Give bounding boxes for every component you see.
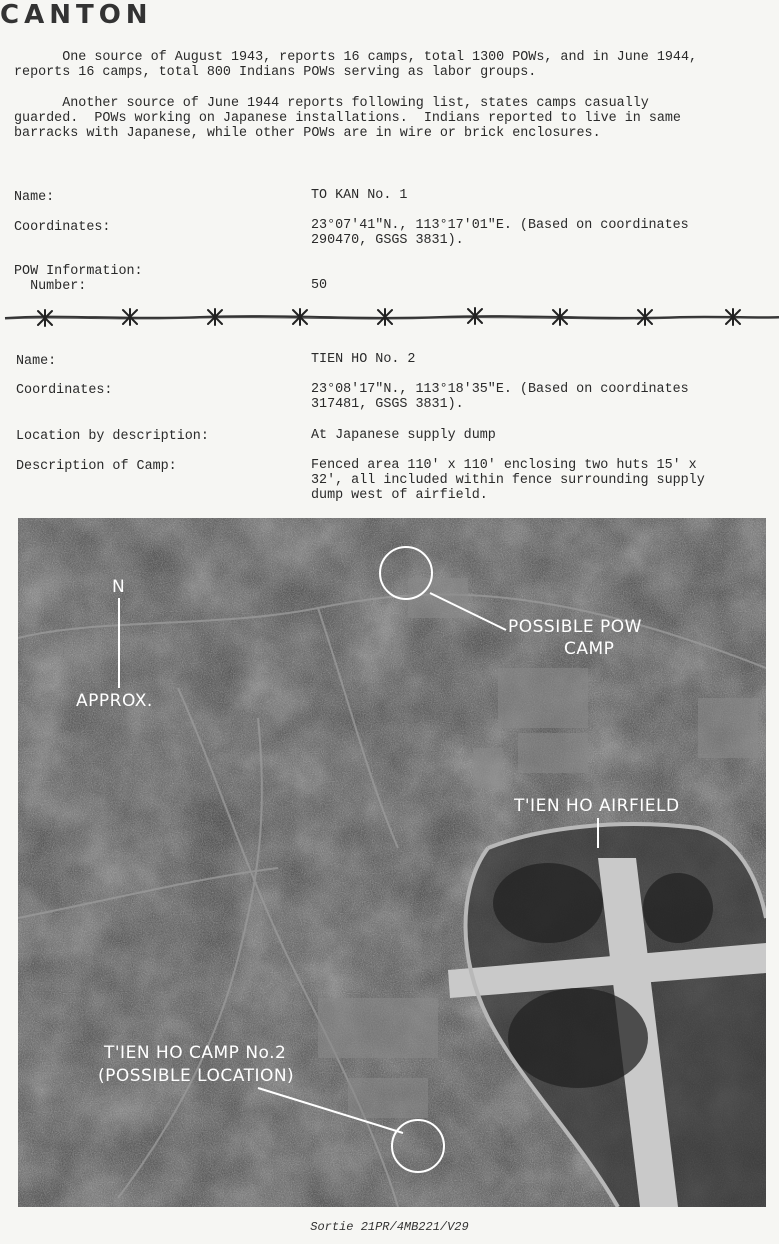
- camp2-name-label: Name:: [16, 354, 57, 369]
- barbed-wire-divider: [0, 300, 779, 332]
- camp2-location-label: Location by description:: [16, 429, 209, 444]
- aerial-photograph: [18, 518, 766, 1207]
- camp2-description-label: Description of Camp:: [16, 459, 177, 474]
- camp2-label-1: T'IEN HO CAMP No.2: [104, 1043, 287, 1063]
- camp2-location-value: At Japanese supply dump: [311, 428, 496, 443]
- camp1-coordinates-value: 23°07'41"N., 113°17'01"E. (Based on coordinates 290470, GSGS 3831).: [311, 218, 689, 248]
- north-label: N: [112, 577, 126, 597]
- photo-caption: Sortie 21PR/4MB221/V29: [310, 1220, 469, 1234]
- intro-paragraph-1: One source of August 1943, reports 16 camps, total 1300 POWs, and in June 1944, reports 16 camps, total 800 Indians POWs serving as labor groups.: [14, 50, 698, 80]
- camp2-coordinates-label: Coordinates:: [16, 383, 113, 398]
- camp2-name-value: TIEN HO No. 2: [311, 352, 416, 367]
- approx-label: APPROX.: [76, 691, 153, 711]
- page-title: CANTON: [0, 0, 153, 30]
- intro-paragraph-2: Another source of June 1944 reports following list, states camps casually guarded. POWs working on Japanese installations. Indians reported to live in same barracks with Japanese, while other POWs are in wire or brick enclosures.: [14, 96, 681, 141]
- camp2-coordinates-value: 23°08'17"N., 113°18'35"E. (Based on coordinates 317481, GSGS 3831).: [311, 382, 689, 412]
- camp1-coordinates-label: Coordinates:: [14, 220, 111, 235]
- camp1-pow-value: 50: [311, 278, 328, 293]
- camp1-name-value: TO KAN No. 1: [311, 188, 408, 203]
- possible-pow-camp-label-2: CAMP: [564, 639, 615, 659]
- camp1-name-label: Name:: [14, 190, 55, 205]
- camp2-label-2: (POSSIBLE LOCATION): [98, 1066, 295, 1086]
- camp2-description-value: Fenced area 110' x 110' enclosing two huts 15' x 32', all included within fence surrounding supply dump west of airfield.: [311, 458, 705, 503]
- possible-pow-camp-label-1: POSSIBLE POW: [508, 617, 642, 637]
- airfield-label: T'IEN HO AIRFIELD: [514, 796, 680, 816]
- camp1-pow-label: POW Information: Number:: [14, 264, 143, 294]
